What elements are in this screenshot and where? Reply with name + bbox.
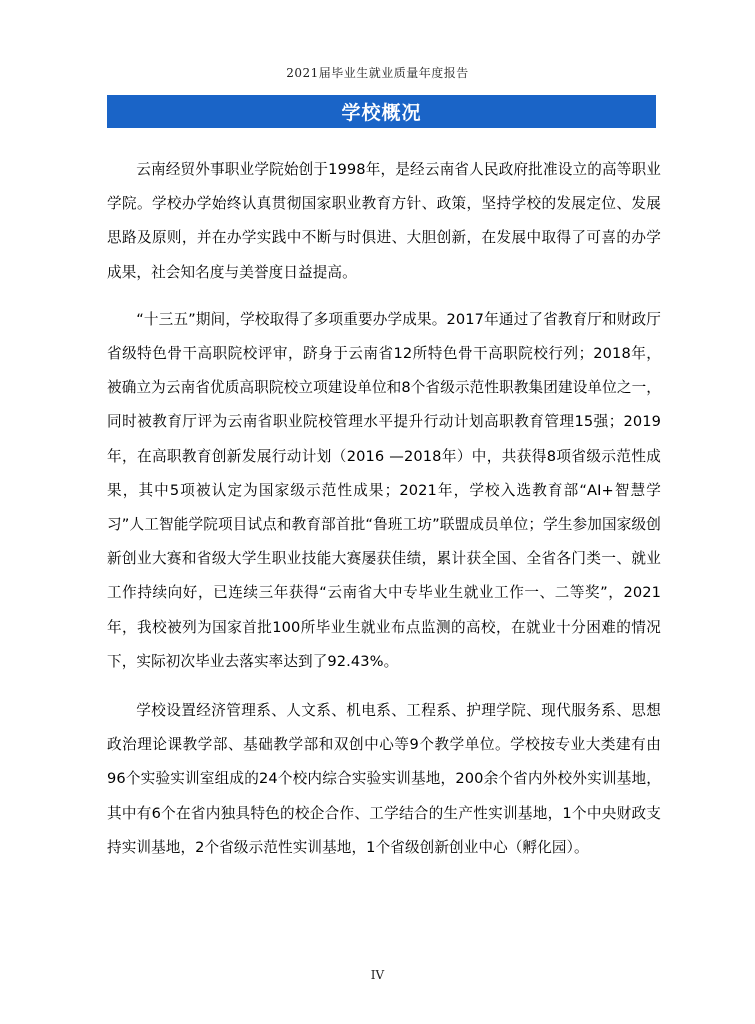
paragraph-achievements: “十三五”期间，学校取得了多项重要办学成果。2017年通过了省教育厅和财政厅省级特色骨干高职院校评审，跻身于云南省12所特色骨干高职院校行列；2018年，被确立为云南省优质高职院校立项建设单位和8个省级示范性职教集团建设单位之一，同时被教育厅评为云南省职业院校管理水平提升行动计划高职教育管理15强；2019年，在高职教育创新发展行动计划（2016 —2018年）中，共获得8项省级示范性成果，其中5项被认定为国家级示范性成果；2021年，学校入选教育部“AI+智慧学习”人工智能学院项目试点和教育部首批“鲁班工坊”联盟成员单位；学生参加国家级创新创业大赛和省级大学生职业技能大赛屡获佳绩，累计获全国、全省各门类一、就业工作持续向好，已连续三年获得“云南省大中专毕业生就业工作一、二等奖”，2021年，我校被列为国家首批100所毕业生就业布点监测的高校，在就业十分困难的情况下，实际初次毕业去落实率达到了92.43%。 <box>107 310 661 670</box>
section-title: 学校概况 <box>341 102 422 124</box>
report-header: 2021届毕业生就业质量年度报告 <box>286 66 469 80</box>
body-content <box>107 153 661 880</box>
paragraph-departments: 学校设置经济管理系、人文系、机电系、工程系、护理学院、现代服务系、思想政治理论课教学部、基础教学部和双创中心等9个教学单位。学校按专业大类建有由96个实验实训室组成的24个校内综合实验实训基地，200余个省内外校外实训基地，其中有6个在省内独具特色的校企合作、工学结合的生产性实训基地，1个中央财政支持实训基地，2个省级示范性实训基地，1个省级创新创业中心（孵化园）。 <box>107 702 661 856</box>
page-number: IV <box>370 968 385 982</box>
paragraph-intro: 云南经贸外事职业学院始创于1998年，是经云南省人民政府批准设立的高等职业学院。学校办学始终认真贯彻国家职业教育方针、政策，坚持学校的发展定位、发展思路及原则，并在办学实践中不断与时俱进、大胆创新，在发展中取得了可喜的办学成果，社会知名度与美誉度日益提高。 <box>107 161 661 281</box>
section-title-bar <box>107 95 656 128</box>
